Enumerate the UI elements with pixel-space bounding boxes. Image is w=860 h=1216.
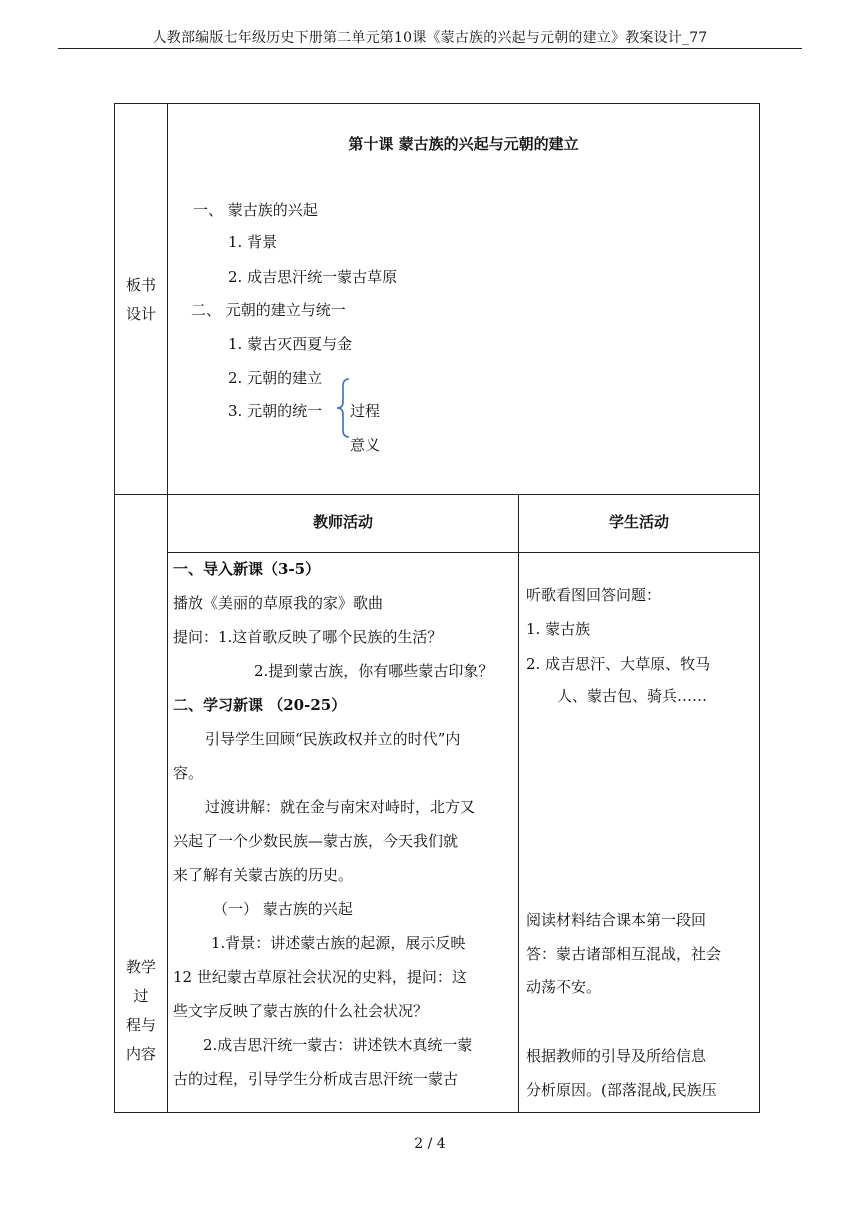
brace-item-significance: 意义 xyxy=(350,436,381,454)
teacher-line: 过渡讲解：就在金与南宋对峙时，北方又 xyxy=(205,798,476,816)
student-line: 听歌看图回答问题： xyxy=(526,586,662,604)
teacher-line: 2.成吉思汗统一蒙古：讲述铁木真统一蒙 xyxy=(203,1036,473,1054)
student-line: 答：蒙古诸部相互混战，社会 xyxy=(526,945,722,963)
board-section2: 二、 元朝的建立与统一 xyxy=(191,301,346,319)
page-header: 人教部编版七年级历史下册第二单元第10课《蒙古族的兴起与元朝的建立》教案设计_77 xyxy=(152,30,708,46)
board-s1-item1: 1. 背景 xyxy=(228,233,278,251)
teacher-activity-header: 教师活动 xyxy=(312,513,373,531)
brace-item-process: 过程 xyxy=(350,402,381,420)
activity-column-divider xyxy=(518,495,519,1112)
teacher-line: 提问：1.这首歌反映了哪个民族的生活？ xyxy=(173,628,443,646)
student-line: 2. 成吉思汗、大草原、牧马 xyxy=(526,655,711,673)
process-label-line2: 过 xyxy=(133,987,149,1005)
lesson-title: 第十课 蒙古族的兴起与元朝的建立 xyxy=(348,135,579,153)
board-design-label xyxy=(115,271,167,329)
student-line: 动荡不安。 xyxy=(526,978,602,996)
board-s2-item3: 3. 元朝的统一 xyxy=(228,402,323,420)
page-number: 2 / 4 xyxy=(414,1136,446,1152)
board-section1: 一、 蒙古族的兴起 xyxy=(193,201,318,219)
teacher-line: 来了解有关蒙古族的历史。 xyxy=(173,866,354,884)
teacher-activity-text xyxy=(173,552,513,1096)
teacher-line: 2.提到蒙古族，你有哪些蒙古印象？ xyxy=(254,662,494,680)
teacher-line: 1.背景：讲述蒙古族的起源，展示反映 xyxy=(211,934,466,952)
process-label-line4: 内容 xyxy=(125,1045,156,1063)
process-label-line1: 教学 xyxy=(125,958,156,976)
teacher-heading-intro: 一、导入新课（3-5） xyxy=(173,560,321,578)
teacher-heading-new-lesson: 二、学习新课 （20-25） xyxy=(173,696,347,714)
teacher-line: 古的过程，引导学生分析成吉思汗统一蒙古 xyxy=(173,1070,459,1088)
board-label-line2: 设计 xyxy=(125,305,156,323)
student-line: 阅读材料结合课本第一段回 xyxy=(526,911,707,929)
teacher-line: 12 世纪蒙古草原社会状况的史料，提问：这 xyxy=(173,968,467,986)
teaching-process-label xyxy=(115,953,167,1069)
student-activity-header: 学生活动 xyxy=(608,513,669,531)
student-line: 分析原因。(部落混战,民族压 xyxy=(526,1081,717,1099)
label-column-divider xyxy=(167,104,168,1112)
board-s2-item2: 2. 元朝的建立 xyxy=(228,369,323,387)
row-divider xyxy=(115,494,759,495)
student-line: 1. 蒙古族 xyxy=(526,620,591,638)
lesson-plan-table xyxy=(114,103,760,1113)
teacher-line: 播放《美丽的草原我的家》歌曲 xyxy=(173,594,384,612)
teacher-line: 兴起了一个少数民族—蒙古族，今天我们就 xyxy=(173,832,459,850)
teacher-line: 容。 xyxy=(173,764,204,782)
teacher-line: 引导学生回顾“民族政权并立的时代”内 xyxy=(205,730,461,748)
student-line: 人、蒙古包、骑兵…… xyxy=(557,687,708,705)
process-label-line3: 程与 xyxy=(125,1016,156,1034)
teacher-line: 些文字反映了蒙古族的什么社会状况？ xyxy=(173,1002,429,1020)
board-label-line1: 板书 xyxy=(125,276,156,294)
teacher-subheading: （一） 蒙古族的兴起 xyxy=(213,900,353,918)
board-s2-item1: 1. 蒙古灭西夏与金 xyxy=(228,335,353,353)
header-divider xyxy=(58,48,802,49)
board-s1-item2: 2. 成吉思汗统一蒙古草原 xyxy=(228,268,398,286)
student-line: 根据教师的引导及所给信息 xyxy=(526,1047,707,1065)
